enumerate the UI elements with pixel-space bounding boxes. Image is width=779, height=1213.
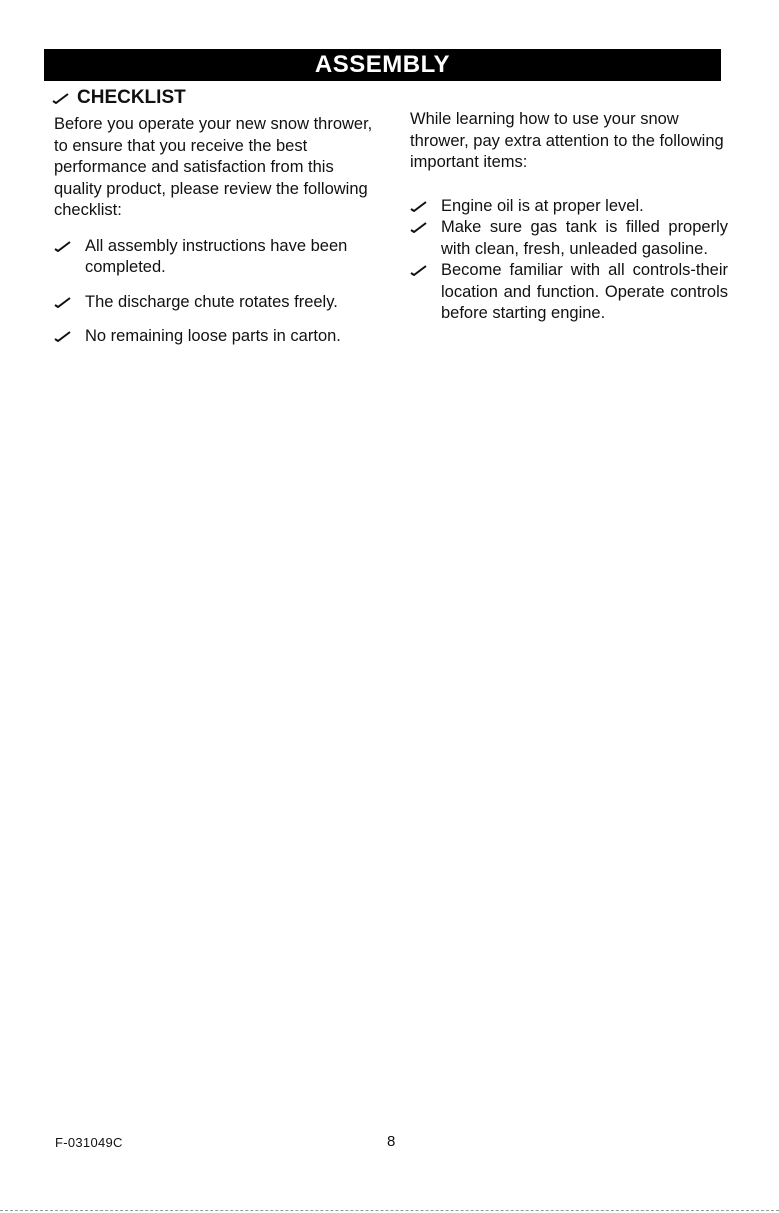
list-item [410, 217, 728, 260]
learning-intro: While learning how to use your snow thrower, pay extra attention to the following important items: [410, 110, 724, 171]
learning-items [410, 196, 728, 325]
checklist-column [54, 87, 384, 348]
checklist-heading-text: CHECKLIST [77, 87, 186, 109]
section-banner [44, 49, 721, 81]
checkmark-icon [410, 264, 428, 276]
list-item [54, 292, 384, 314]
learning-column [410, 109, 728, 325]
page-number: 8 [387, 1133, 396, 1150]
list-item [410, 196, 728, 218]
checkmark-icon [54, 296, 72, 308]
checklist-heading [52, 87, 384, 109]
list-item [54, 236, 384, 279]
list-item-text: No remaining loose parts in carton. [85, 327, 341, 345]
list-item-text: Become familiar with all controls-their location and function. Operate controls before starting engine. [441, 261, 728, 322]
list-item [54, 326, 384, 348]
document-code: F-031049C [55, 1135, 123, 1150]
list-item-text: All assembly instructions have been completed. [85, 236, 348, 276]
list-item-text: The discharge chute rotates freely. [85, 292, 338, 311]
checkmark-icon [52, 92, 70, 104]
list-item-text: Make sure gas tank is filled properly with clean, fresh, unleaded gasoline. [441, 218, 728, 258]
checkmark-icon [410, 221, 428, 233]
checklist-intro: Before you operate your new snow thrower, to ensure that you receive the best performance and satisfaction from this quality product, please review the following checklist: [54, 115, 373, 219]
section-title: ASSEMBLY [314, 51, 451, 78]
checklist-items [54, 236, 384, 348]
checkmark-icon [54, 330, 72, 342]
checkmark-icon [54, 240, 72, 252]
list-item-text: Engine oil is at proper level. [441, 196, 644, 215]
checkmark-icon [410, 200, 428, 212]
page-edge-divider [0, 1210, 779, 1211]
list-item [410, 260, 728, 325]
